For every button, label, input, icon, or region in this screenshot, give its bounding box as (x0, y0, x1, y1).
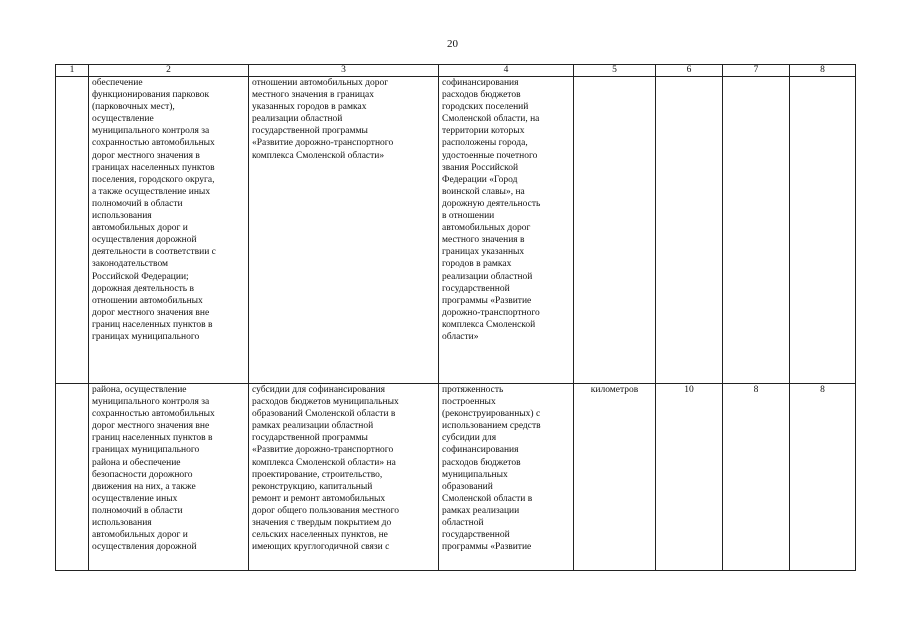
cell-expense: субсидии для софинансирования расходов бюджетов муниципальных образований Смоленской области в рамках реализации областной государственной программы «Развитие дорожно-транспортного комплекса Смоленской области» на проектирование, строительство, реконструкцию, капитальный ремонт и ремонт автомобильных дорог общего пользования местного значения с твердым покрытием до сельских населенных пунктов, не имеющих круглогодичной связи с (249, 384, 439, 571)
cell-indicator: софинансирования расходов бюджетов городских поселений Смоленской области, на территории которых расположены города, удостоенные почетного звания Российской Федерации «Город воинской славы», на дорожную деятельность в отношении автомобильных дорог местного значения в границах указанных городов в рамках реализации областной государственной программы «Развитие дорожно-транспортного комплекса Смоленской области» (439, 77, 574, 384)
cell-authority: обеспечение функционирования парковок (парковочных мест), осуществление муниципального контроля за сохранностью автомобильных дорог местного значения в границах населенных пунктов поселения, городского округа, а также осуществление иных полномочий в области использования автомобильных дорог и осуществления дорожной деятельности в соответствии с законодательством Российской Федерации; дорожная деятельность в отношении автомобильных дорог местного значения вне границ населенных пунктов в границах муниципального (89, 77, 249, 384)
header-col-4: 4 (439, 65, 574, 77)
header-col-8: 8 (790, 65, 856, 77)
cell-authority: района, осуществление муниципального контроля за сохранностью автомобильных дорог местного значения вне границ населенных пунктов в границах муниципального района и обеспечение безопасности дорожного движения на них, а также осуществление иных полномочий в области использования автомобильных дорог и осуществления дорожной (89, 384, 249, 571)
table-row (56, 384, 856, 571)
cell-value-3: 8 (790, 384, 856, 571)
cell-value-1 (656, 77, 723, 384)
cell-number (56, 77, 89, 384)
cell-unit: километров (574, 384, 656, 571)
cell-value-2 (723, 77, 790, 384)
page-number: 20 (447, 38, 458, 50)
header-col-7: 7 (723, 65, 790, 77)
header-col-6: 6 (656, 65, 723, 77)
cell-value-1: 10 (656, 384, 723, 571)
cell-expense: отношении автомобильных дорог местного значения в границах указанных городов в рамках реализации областной государственной программы «Развитие дорожно-транспортного комплекса Смоленской области» (249, 77, 439, 384)
cell-value-2: 8 (723, 384, 790, 571)
header-col-2: 2 (89, 65, 249, 77)
table-row (56, 77, 856, 384)
header-col-3: 3 (249, 65, 439, 77)
program-table (55, 64, 856, 571)
cell-indicator: протяженность построенных (реконструированных) с использованием средств субсидии для софинансирования расходов бюджетов муниципальных образований Смоленской области в рамках реализации областной государственной программы «Развитие (439, 384, 574, 571)
header-row (56, 65, 856, 77)
header-col-1: 1 (56, 65, 89, 77)
cell-unit (574, 77, 656, 384)
cell-number (56, 384, 89, 571)
cell-value-3 (790, 77, 856, 384)
header-col-5: 5 (574, 65, 656, 77)
